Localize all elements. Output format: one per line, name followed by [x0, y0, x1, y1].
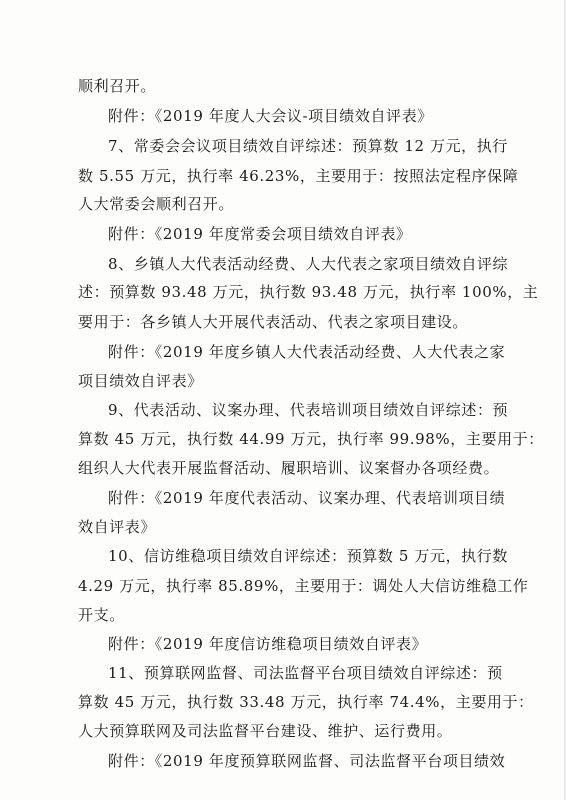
text-line: 附件：《2019 年度代表活动、议案办理、代表培训项目绩	[108, 489, 506, 507]
text-line: 4.29 万元，执行率 85.89%，主要用于：调处人大信访维稳工作	[78, 577, 529, 595]
text-line: 效自评表》	[78, 518, 157, 536]
text-line: 开支。	[78, 606, 125, 624]
text-line: 11、预算联网监督、司法监督平台项目绩效自评综述：预	[108, 664, 503, 682]
text-line: 算数 45 万元，执行数 33.48 万元，执行率 74.4%，主要用于：	[78, 693, 534, 711]
text-line: 附件：《2019 年度常委会项目绩效自评表》	[108, 225, 412, 243]
text-line: 要用于：各乡镇人大开展代表活动、代表之家项目建设。	[78, 313, 469, 331]
text-line: 组织人大代表开展监督活动、履职培训、议案督办各项经费。	[78, 459, 500, 477]
text-line: 人大常委会顺利召开。	[78, 195, 235, 213]
text-line: 附件：《2019 年度人大会议-项目绩效自评表》	[108, 107, 433, 125]
text-line: 算数 45 万元，执行数 44.99 万元，执行率 99.98%，主要用于：	[78, 430, 544, 448]
text-line: 顺利召开。	[78, 77, 157, 95]
text-line: 8、乡镇人大代表活动经费、人大代表之家项目绩效自评综	[108, 255, 509, 273]
text-line: 附件：《2019 年度乡镇人大代表活动经费、人大代表之家	[108, 343, 506, 361]
text-line: 人大预算联网及司法监督平台建设、维护、运行费用。	[78, 722, 453, 740]
text-line: 10、信访维稳项目绩效自评综述：预算数 5 万元，执行数	[108, 547, 508, 565]
text-line: 述：预算数 93.48 万元，执行数 93.48 万元，执行率 100%，主	[78, 283, 539, 301]
text-line: 附件：《2019 年度预算联网监督、司法监督平台项目绩效	[108, 752, 506, 770]
text-line: 数 5.55 万元，执行率 46.23%，主要用于：按照法定程序保障	[78, 167, 519, 185]
text-line: 9、代表活动、议案办理、代表培训项目绩效自评综述：预	[108, 401, 509, 419]
text-line: 项目绩效自评表》	[78, 372, 203, 390]
text-line: 7、常委会会议项目绩效自评综述：预算数 12 万元，执行	[108, 137, 508, 155]
text-line: 附件：《2019 年度信访维稳项目绩效自评表》	[108, 635, 428, 653]
